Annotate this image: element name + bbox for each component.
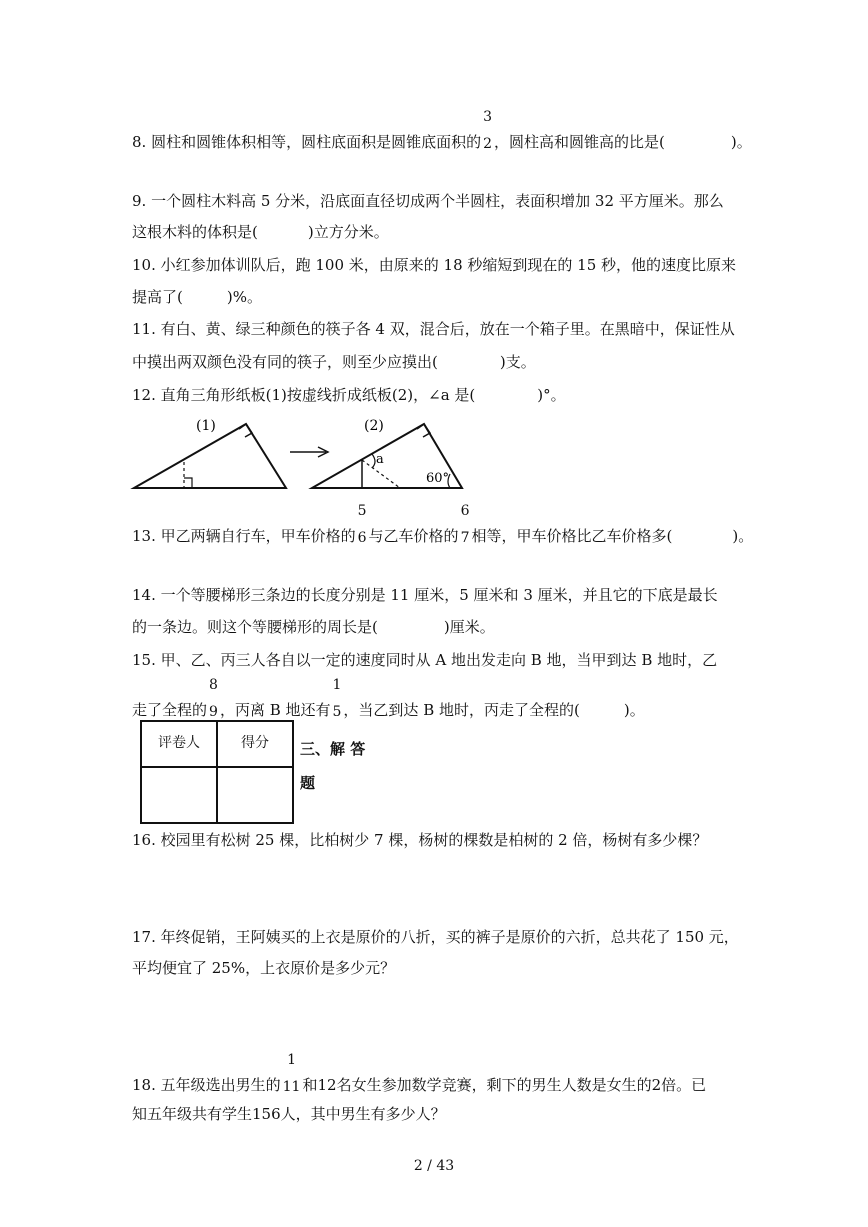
- q14-text-a: 的一条边。则这个等腰梯形的周长是(: [132, 618, 378, 636]
- fraction-1-5: [332, 677, 342, 721]
- q13-text-a: 13. 甲乙两辆自行车，甲车价格的: [132, 527, 356, 545]
- section-title-line-2: 题: [300, 774, 316, 792]
- figure-2-label: (2): [364, 418, 384, 434]
- question-15-line-1: 15. 甲、乙、丙三人各自以一定的速度同时从 A 地出发走向 B 地，当甲到达 B 地时，乙: [132, 651, 718, 669]
- q18-text-b: 和: [302, 1076, 318, 1094]
- fraction-numerator: 3: [483, 109, 493, 125]
- question-10-line-1: 10. 小红参加体训队后，跑 100 米，由原来的 18 秒缩短到现在的 15 秒，他的速度比原来: [132, 256, 737, 274]
- question-17-line-2: 平均便宜了 25%，上衣原价是多少元？: [132, 959, 396, 977]
- angle-60-label: 60°: [426, 471, 450, 486]
- q18-text-e: 知五年级共有学生: [132, 1105, 253, 1123]
- q18-number-12: 12: [317, 1076, 337, 1094]
- fraction-numerator: 1: [287, 1052, 296, 1068]
- question-10-line-2: [132, 287, 262, 307]
- q10-text-a: 提高了(: [132, 288, 183, 306]
- q18-text-f: 人，其中男生有多少人？: [280, 1105, 446, 1123]
- q13-text-c: 相等，甲车价格比乙车价格多(: [471, 527, 673, 545]
- question-11-line-2: [132, 352, 536, 372]
- grader-cell[interactable]: [141, 767, 217, 823]
- fraction-5-6: [357, 503, 367, 547]
- question-17-line-1: 17. 年终促销，王阿姨买的上衣是原价的八折，买的裤子是原价的六折，总共花了 150 元，: [132, 928, 739, 946]
- question-15-line-2: [132, 677, 645, 721]
- question-18-line-1: [132, 1052, 707, 1096]
- q18-number-156: 156: [252, 1105, 281, 1123]
- q13-text-d: )。: [732, 527, 754, 545]
- q9-text-a: 这根木料的体积是(: [132, 223, 258, 241]
- question-12: [132, 385, 566, 405]
- fraction-denominator: 6: [357, 530, 367, 546]
- fraction-denominator: 11: [282, 1079, 301, 1095]
- q15-text-b: ，丙离 B 地还有: [219, 701, 331, 719]
- q11-text-a: 中摸出两双颜色没有同的筷子，则至少应摸出(: [132, 353, 438, 371]
- angle-a-arc: [372, 454, 375, 468]
- fraction-8-9: [209, 677, 218, 721]
- fraction-3-2: [483, 109, 493, 153]
- question-14-line-1: 14. 一个等腰梯形三条边的长度分别是 11 厘米，5 厘米和 3 厘米，并且它的下底是最长: [132, 586, 718, 604]
- q18-text-a: 18. 五年级选出男生的: [132, 1076, 281, 1094]
- q11-text-b: )支。: [499, 353, 536, 371]
- question-8: [132, 109, 752, 153]
- fraction-numerator: 1: [332, 677, 342, 693]
- fraction-numerator: 8: [209, 677, 218, 693]
- fraction-denominator: 9: [209, 704, 218, 720]
- q14-text-b: )厘米。: [443, 618, 495, 636]
- q12-text-b: )°。: [537, 386, 566, 404]
- q8-text-a: 8. 圆柱和圆锥体积相等，圆柱底面积是圆锥底面积的: [132, 133, 482, 151]
- question-16: 16. 校园里有松树 25 棵，比柏树少 7 棵，杨树的棵数是柏树的 2 倍，杨树有多少棵？: [132, 831, 708, 849]
- q9-text-b: )立方分米。: [307, 223, 389, 241]
- figure-1-label: (1): [196, 418, 216, 434]
- q12-text-a: 12. 直角三角形纸板(1)按虚线折成纸板(2)，∠a 是(: [132, 386, 476, 404]
- q18-number-2: 2: [651, 1076, 662, 1094]
- score-header: 得分: [217, 721, 293, 767]
- triangle-figure: [128, 412, 468, 498]
- fraction-numerator: 5: [357, 503, 367, 519]
- right-angle-mark-2: [184, 478, 192, 488]
- q15-text-d: )。: [623, 701, 645, 719]
- score-table: [140, 720, 294, 824]
- page-number: 2 / 43: [413, 1158, 455, 1174]
- fraction-denominator: 7: [460, 530, 470, 546]
- score-cell[interactable]: [217, 767, 293, 823]
- fraction-numerator: 6: [460, 503, 470, 519]
- q18-text-c: 名女生参加数学竞赛，剩下的男生人数是女生的: [336, 1076, 652, 1094]
- fraction-denominator: 5: [332, 704, 342, 720]
- fraction-6-7: [460, 503, 470, 547]
- question-14-line-2: [132, 617, 495, 637]
- angle-a-label: a: [376, 452, 384, 467]
- q8-text-b: ，圆柱高和圆锥高的比是(: [494, 133, 665, 151]
- q18-text-d: 倍。已: [661, 1076, 707, 1094]
- grader-header: 评卷人: [141, 721, 217, 767]
- question-13: [132, 503, 754, 547]
- question-18-line-2: [132, 1104, 446, 1124]
- fraction-1-11: [282, 1052, 301, 1096]
- q10-text-b: )%。: [226, 288, 262, 306]
- fraction-denominator: 2: [483, 136, 493, 152]
- section-title-line-1: 三、解 答: [300, 740, 366, 758]
- q15-text-c: ，当乙到达 B 地时，丙走了全程的(: [343, 701, 580, 719]
- q13-text-b: 与乙车价格的: [368, 527, 459, 545]
- question-9-line-2: [132, 222, 389, 242]
- question-9-line-1: 9. 一个圆柱木料高 5 分米，沿底面直径切成两个半圆柱，表面积增加 32 平方厘米。那么: [132, 192, 724, 210]
- question-11-line-1: 11. 有白、黄、绿三种颜色的筷子各 4 双，混合后，放在一个箱子里。在黑暗中，保证性从: [132, 320, 735, 338]
- q15-text-a: 走了全程的: [132, 701, 208, 719]
- q8-text-c: )。: [730, 133, 752, 151]
